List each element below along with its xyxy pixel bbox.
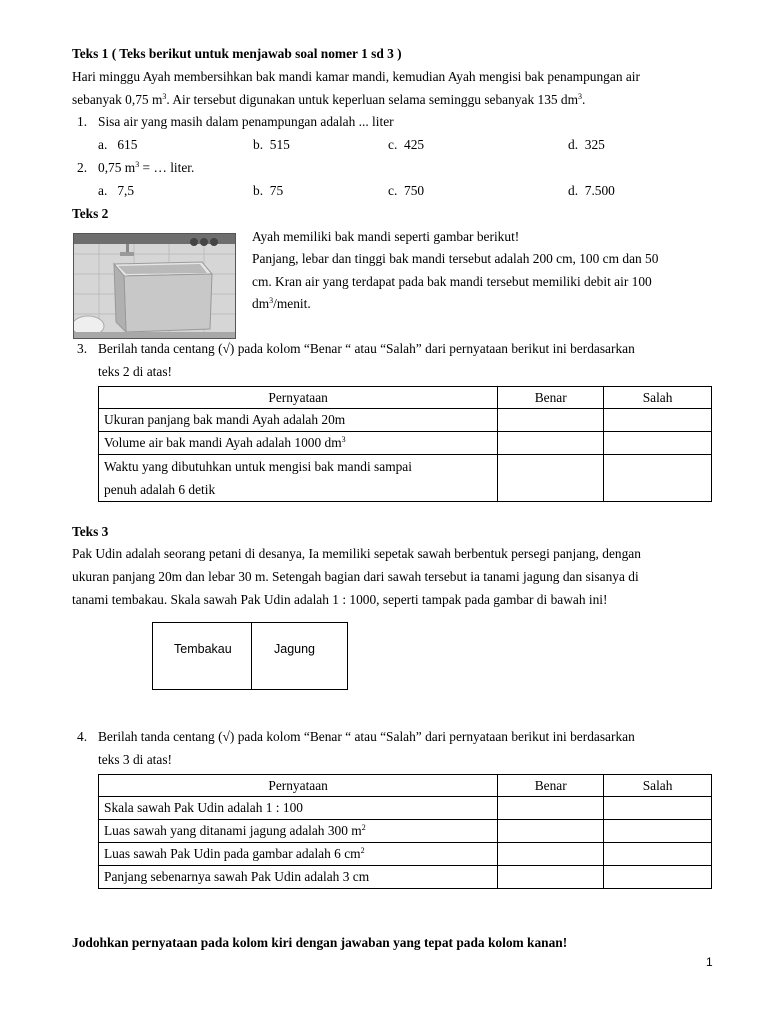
- table-row: [99, 797, 712, 820]
- q4-row2-false-cell[interactable]: [604, 820, 712, 843]
- q3-row2-false-cell[interactable]: [604, 432, 712, 455]
- text1-paragraph-line1: Hari minggu Ayah membersihkan bak mandi kamar mandi, kemudian Ayah mengisi bak penampungan air: [72, 69, 640, 84]
- q3-table: [98, 386, 712, 502]
- table-row: [99, 866, 712, 889]
- q2-option-a: a. 7,5: [98, 183, 135, 198]
- q2-number: 2.: [77, 160, 88, 175]
- text2-line3: cm. Kran air yang terdapat pada bak mandi tersebut memiliki debit air 100: [252, 274, 652, 289]
- q2-option-d: d. 7.500: [568, 183, 615, 198]
- q3-row3-false-cell[interactable]: [604, 455, 712, 502]
- q4-row3-statement: Luas sawah Pak Udin pada gambar adalah 6 $cm^2$: [99, 843, 498, 866]
- matching-instruction: Jodohkan pernyataan pada kolom kiri dengan jawaban yang tepat pada kolom kanan!: [72, 935, 568, 950]
- q4-row4-false-cell[interactable]: [604, 866, 712, 889]
- text3-line1: Pak Udin adalah seorang petani di desanya, Ia memiliki sepetak sawah berbentuk persegi panjang, dengan: [72, 546, 641, 561]
- q3-instruction-line2: teks 2 di atas!: [98, 364, 173, 379]
- q3-row1-false-cell[interactable]: [604, 409, 712, 432]
- q4-row1-false-cell[interactable]: [604, 797, 712, 820]
- q1-option-b: b. 515: [253, 137, 290, 152]
- q4-row2-statement: Luas sawah yang ditanami jagung adalah 300 $m^2$: [99, 820, 498, 843]
- q4-number: 4.: [77, 729, 88, 744]
- text3-heading: Teks 3: [72, 524, 109, 539]
- table-row: [99, 820, 712, 843]
- q3-row2-true-cell[interactable]: [498, 432, 604, 455]
- table-row: [99, 432, 712, 455]
- q4-row3-true-cell[interactable]: [498, 843, 604, 866]
- field-label-jagung: Jagung: [274, 642, 316, 656]
- q4-row2-true-cell[interactable]: [498, 820, 604, 843]
- q3-header-true: Benar: [498, 387, 604, 409]
- q4-header-statement: Pernyataan: [99, 775, 498, 797]
- q3-header-false: Salah: [604, 387, 712, 409]
- q4-table: [98, 774, 712, 889]
- field-sketch: [152, 622, 348, 690]
- text1-paragraph-line2: sebanyak 0,75 $m^3$. Air tersebut digunakan untuk keperluan selama seminggu sebanyak 135 $dm^3$.: [72, 92, 586, 107]
- q4-row1-true-cell[interactable]: [498, 797, 604, 820]
- q1-option-d: d. 325: [568, 137, 605, 152]
- q4-header-false: Salah: [604, 775, 712, 797]
- q4-row3-false-cell[interactable]: [604, 843, 712, 866]
- field-label-tembakau: Tembakau: [174, 642, 232, 656]
- q3-row1-statement: Ukuran panjang bak mandi Ayah adalah 20m: [99, 409, 498, 432]
- field-divider: [251, 623, 252, 689]
- text2-line2: Panjang, lebar dan tinggi bak mandi tersebut adalah 200 cm, 100 cm dan 50: [252, 251, 659, 266]
- text2-heading: Teks 2: [72, 206, 109, 221]
- q1-question: Sisa air yang masih dalam penampungan adalah ... liter: [98, 114, 394, 129]
- text2-line4: $dm^3$/menit.: [252, 296, 311, 311]
- bathtub-photo: [73, 233, 236, 339]
- q2-option-b: b. 75: [253, 183, 284, 198]
- table-row: [99, 843, 712, 866]
- q3-instruction-line1: Berilah tanda centang (√) pada kolom “Benar “ atau “Salah” dari pernyataan berikut ini berdasarkan: [98, 341, 635, 356]
- q1-option-c: c. 425: [388, 137, 425, 152]
- q4-row1-statement: Skala sawah Pak Udin adalah 1 : 100: [99, 797, 498, 820]
- q4-header-true: Benar: [498, 775, 604, 797]
- q4-row4-true-cell[interactable]: [498, 866, 604, 889]
- q3-row2-statement: Volume air bak mandi Ayah adalah 1000 $dm^3$: [99, 432, 498, 455]
- text3-line3: tanami tembakau. Skala sawah Pak Udin adalah 1 : 1000, seperti tampak pada gambar di bawah ini!: [72, 592, 608, 607]
- q1-option-a: a. 615: [98, 137, 138, 152]
- q2-option-c: c. 750: [388, 183, 425, 198]
- table-row: [99, 409, 712, 432]
- q4-instruction-line2: teks 3 di atas!: [98, 752, 173, 767]
- q3-row3-true-cell[interactable]: [498, 455, 604, 502]
- q3-header-statement: Pernyataan: [99, 387, 498, 409]
- text1-heading: Teks 1 ( Teks berikut untuk menjawab soal nomer 1 sd 3 ): [72, 46, 402, 61]
- q3-row3-statement: Waktu yang dibutuhkan untuk mengisi bak mandi sampai penuh adalah 6 detik: [99, 455, 498, 502]
- text2-line1: Ayah memiliki bak mandi seperti gambar berikut!: [252, 229, 520, 244]
- table-row: [99, 455, 712, 502]
- q4-row4-statement: Panjang sebenarnya sawah Pak Udin adalah 3 cm: [99, 866, 498, 889]
- q3-row1-true-cell[interactable]: [498, 409, 604, 432]
- q2-question: 0,75 $m^3$ = … liter.: [98, 160, 195, 175]
- q4-instruction-line1: Berilah tanda centang (√) pada kolom “Benar “ atau “Salah” dari pernyataan berikut ini berdasarkan: [98, 729, 635, 744]
- q1-number: 1.: [77, 114, 88, 129]
- page-number: 1: [706, 955, 713, 969]
- text3-line2: ukuran panjang 20m dan lebar 30 m. Setengah bagian dari sawah tersebut ia tanami jagung dan sisanya di: [72, 569, 639, 584]
- q3-number: 3.: [77, 341, 88, 356]
